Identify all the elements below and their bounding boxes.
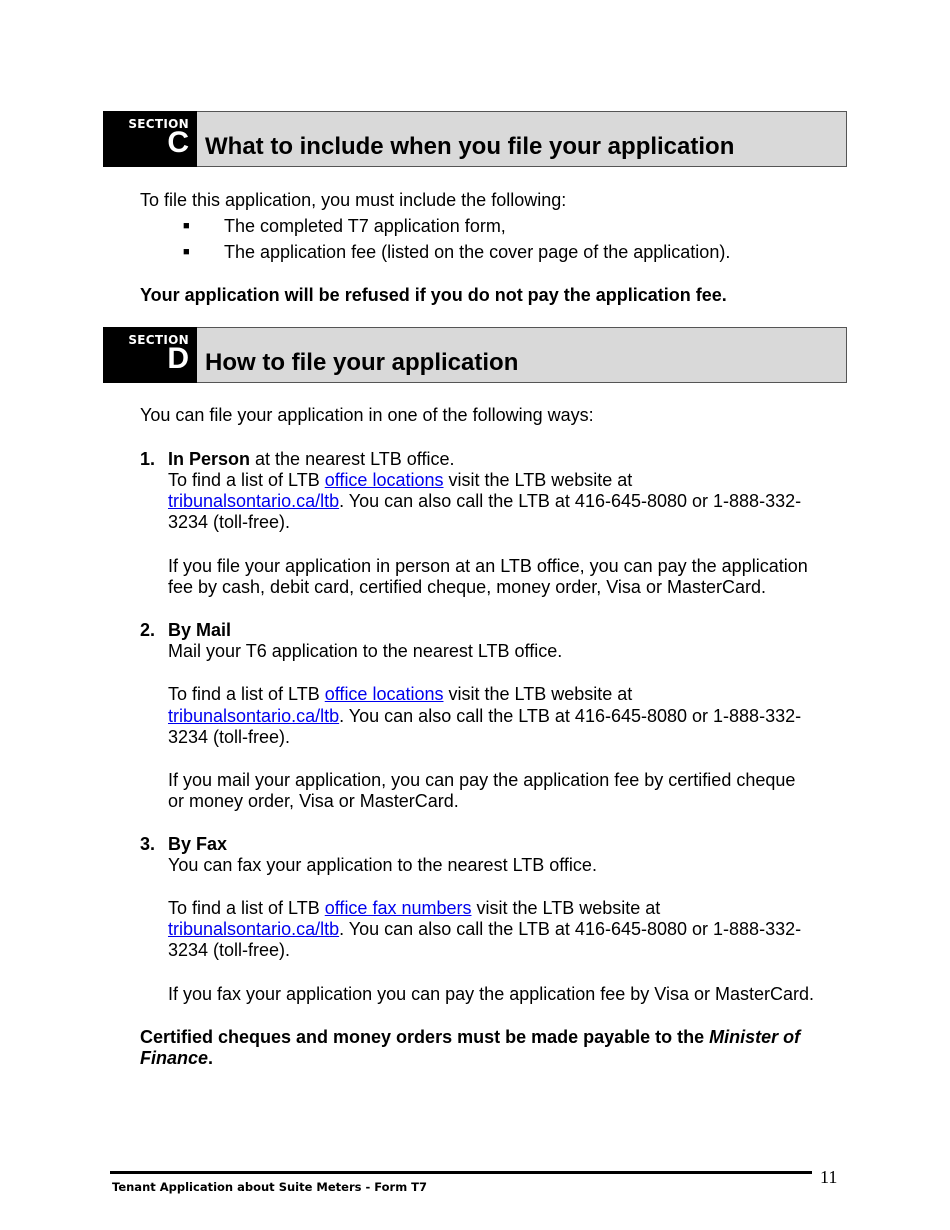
method-number: 3. xyxy=(140,834,156,854)
payment-line: If you fax your application you can pay the application fee by Visa or MasterCard. xyxy=(168,984,815,1004)
find-line xyxy=(168,898,660,920)
method-heading xyxy=(168,620,231,642)
find-post: visit the LTB website at xyxy=(471,898,661,918)
section-c-header xyxy=(103,111,847,167)
find-line xyxy=(168,470,632,492)
bullet-item: The completed T7 application form, xyxy=(224,216,506,236)
website-line xyxy=(168,491,801,513)
find-line xyxy=(168,684,632,706)
office-locations-link[interactable]: office locations xyxy=(324,470,444,490)
method-subline: You can fax your application to the nearest LTB office. xyxy=(168,855,597,875)
payable-period: . xyxy=(208,1048,214,1068)
method-heading-rest: at the nearest LTB office. xyxy=(250,449,455,469)
section-d-badge-label: SECTION xyxy=(128,333,189,347)
bullet-icon: ■ xyxy=(183,246,190,258)
method-number: 1. xyxy=(140,449,156,469)
section-d-title: How to file your application xyxy=(205,349,519,376)
bullet-item: The application fee (listed on the cover page of the application). xyxy=(224,242,731,262)
payment-line: If you mail your application, you can pay the application fee by certified cheque xyxy=(168,770,796,790)
website-link[interactable]: tribunalsontario.ca/ltb xyxy=(168,491,340,511)
office-locations-link[interactable]: office locations xyxy=(324,684,444,704)
bullet-icon: ■ xyxy=(183,220,190,232)
call-text: . You can also call the LTB at 416-645-8080 or 1-888-332- xyxy=(339,919,802,939)
website-link[interactable]: tribunalsontario.ca/ltb xyxy=(168,919,340,939)
fee-warning xyxy=(140,285,727,307)
payable-italic: Finance xyxy=(140,1048,209,1068)
payable-italic: Minister of xyxy=(709,1027,801,1047)
section-c-badge-label: SECTION xyxy=(128,117,189,131)
call-end: 3234 (toll-free). xyxy=(168,727,291,747)
website-line xyxy=(168,919,801,941)
payment-line: If you file your application in person at an LTB office, you can pay the application xyxy=(168,556,808,576)
payable-pre: Certified cheques and money orders must be made payable to the xyxy=(140,1027,710,1047)
find-post: visit the LTB website at xyxy=(443,470,633,490)
section-d-letter: D xyxy=(167,342,189,375)
section-c-letter: C xyxy=(167,126,189,159)
section-d-header xyxy=(103,327,847,383)
call-text: . You can also call the LTB at 416-645-8080 or 1-888-332- xyxy=(339,491,802,511)
find-pre: To find a list of LTB xyxy=(168,898,325,918)
method-heading-bold: In Person xyxy=(168,449,251,469)
method-heading xyxy=(168,449,454,471)
section-c-badge xyxy=(103,111,197,167)
find-pre: To find a list of LTB xyxy=(168,470,325,490)
footer-rule xyxy=(110,1171,812,1174)
method-subline: Mail your T6 application to the nearest LTB office. xyxy=(168,641,563,661)
call-text: . You can also call the LTB at 416-645-8080 or 1-888-332- xyxy=(339,706,802,726)
footer-title: Tenant Application about Suite Meters - Form T7 xyxy=(112,1180,428,1194)
payable-note xyxy=(140,1027,800,1049)
section-d-badge xyxy=(103,327,197,383)
payable-note-end xyxy=(140,1048,213,1070)
method-number: 2. xyxy=(140,620,156,640)
call-end: 3234 (toll-free). xyxy=(168,512,291,532)
website-line xyxy=(168,706,801,728)
payment-line: fee by cash, debit card, certified cheque, money order, Visa or MasterCard. xyxy=(168,577,766,597)
website-link[interactable]: tribunalsontario.ca/ltb xyxy=(168,706,340,726)
payment-line: or money order, Visa or MasterCard. xyxy=(168,791,459,811)
call-end: 3234 (toll-free). xyxy=(168,940,291,960)
find-post: visit the LTB website at xyxy=(443,684,633,704)
section-d-intro: You can file your application in one of the following ways: xyxy=(140,405,594,425)
section-c-title: What to include when you file your application xyxy=(205,133,735,160)
page-number: 11 xyxy=(820,1167,838,1187)
method-heading xyxy=(168,834,227,856)
office-fax-numbers-link[interactable]: office fax numbers xyxy=(324,898,472,918)
method-heading-bold: By Fax xyxy=(168,834,228,854)
find-pre: To find a list of LTB xyxy=(168,684,325,704)
section-c-intro: To file this application, you must include the following: xyxy=(140,190,567,210)
fee-warning-text: Your application will be refused if you do not pay the application fee. xyxy=(140,285,727,305)
method-heading-bold: By Mail xyxy=(168,620,232,640)
